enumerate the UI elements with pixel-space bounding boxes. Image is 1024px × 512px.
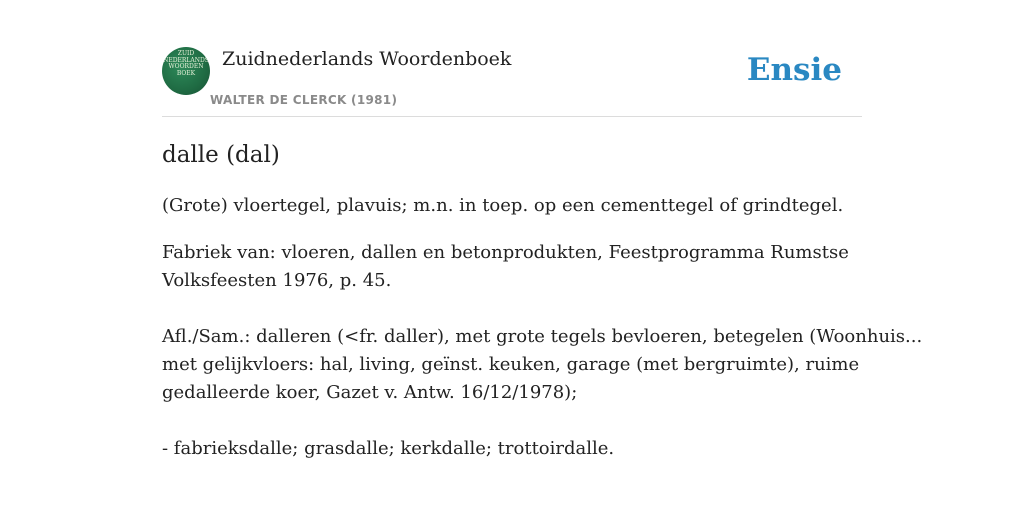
- logo-text: [162, 51, 210, 77]
- derivation-line: Afl./Sam.: dalleren (<fr. daller), met grote tegels bevloeren, betegelen (Woonhuis...: [162, 326, 923, 347]
- entry-example: [162, 239, 874, 295]
- logo-line: NEDERLANDS: [163, 56, 209, 64]
- source-title[interactable]: Zuidnederlands Woordenboek: [222, 48, 512, 70]
- logo-line: ZUID: [177, 50, 195, 57]
- source-author: WALTER DE CLERCK (1981): [210, 93, 398, 107]
- example-line: Volksfeesten 1976, p. 45.: [162, 270, 392, 291]
- logo-line: BOEK: [176, 69, 196, 77]
- logo-line: WOORDEN: [168, 63, 204, 70]
- entry-headword: dalle (dal): [162, 142, 280, 168]
- entry-definition: [162, 192, 874, 220]
- compounds-text: - fabrieksdalle; grasdalle; kerkdalle; trottoirdalle.: [162, 438, 615, 459]
- entry-derivations: [162, 323, 923, 407]
- source-header: [162, 46, 862, 117]
- derivation-line: met gelijkvloers: hal, living, geïnst. keuken, garage (met bergruimte), ruime: [162, 354, 860, 375]
- derivation-line: gedalleerde koer, Gazet v. Antw. 16/12/1978);: [162, 382, 578, 403]
- ensie-logo-link[interactable]: Ensie: [746, 52, 842, 88]
- example-line: Fabriek van: vloeren, dallen en betonprodukten, Feestprogramma Rumstse: [162, 242, 849, 263]
- entry-compounds: [162, 435, 874, 463]
- definition-text: (Grote) vloertegel, plavuis; m.n. in toep. op een cementtegel of grindtegel.: [162, 195, 844, 216]
- page: [162, 0, 923, 512]
- source-logo[interactable]: [162, 47, 210, 95]
